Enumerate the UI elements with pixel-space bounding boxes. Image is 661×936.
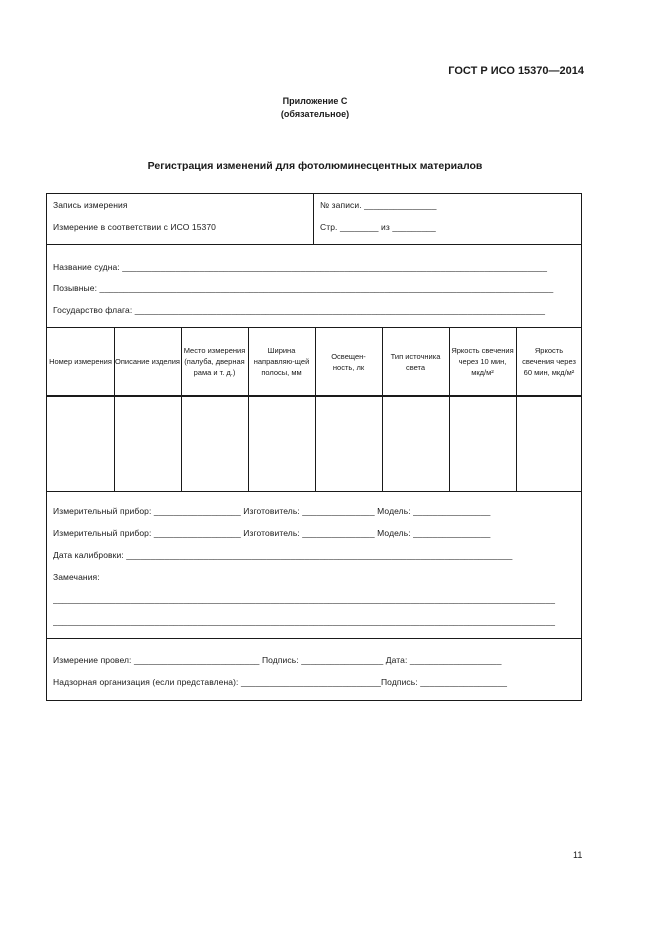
column-header: Описание изделия: [115, 357, 180, 366]
form-title: Регистрация изменений для фотолюминесцентных материалов: [147, 160, 483, 172]
column-divider: [181, 327, 182, 491]
column-header: Яркость свечения через 60 мин, мкд/м²: [522, 346, 576, 377]
standard-number: ГОСТ Р ИСО 15370—2014: [448, 65, 584, 77]
column-header: Освещен-ность, лк: [331, 351, 366, 372]
record-label: Запись измерения: [53, 200, 128, 210]
flag-state-field[interactable]: Государство флага: _____________________________________________________________________________________: [53, 305, 546, 315]
section-divider: [47, 638, 581, 639]
column-divider: [315, 327, 316, 491]
annex-status: (обязательное): [280, 109, 350, 119]
record-basis: Измерение в соответствии с ИСО 15370: [53, 222, 217, 232]
remarks-line[interactable]: ________________________________________________________________________________________________________: [53, 594, 556, 604]
column-header: Номер измерения: [49, 357, 112, 366]
record-divider: [313, 194, 314, 244]
calibration-date-field[interactable]: Дата калибровки: ________________________________________________________________________________: [53, 550, 513, 560]
annex-title: Приложение С: [282, 96, 348, 106]
registration-form: [46, 193, 582, 701]
instrument-row-2[interactable]: Измерительный прибор: __________________ Изготовитель: _______________ Модель: ________________: [53, 528, 491, 538]
callsign-field[interactable]: Позывные: ______________________________________________________________________________________________: [53, 283, 554, 293]
column-divider: [382, 327, 383, 491]
annex-heading: [0, 95, 630, 121]
column-header: Место измерения (палуба, дверная рама и т. д.): [183, 346, 246, 377]
column-divider: [449, 327, 450, 491]
remarks-label: Замечания:: [53, 572, 100, 582]
measured-by-row[interactable]: Измерение провел: __________________________ Подпись: _________________ Дата: ___________________: [53, 655, 502, 665]
record-page-field[interactable]: Стр. ________ из _________: [320, 222, 436, 232]
section-divider: [47, 244, 581, 245]
table-header-divider: [47, 395, 581, 397]
supervisor-row[interactable]: Надзорная организация (если представлена): _____________________________Подпись: __________________: [53, 677, 508, 687]
record-number-field[interactable]: № записи. _______________: [320, 200, 437, 210]
column-header: Ширина направляю-щей полосы, мм: [253, 346, 310, 377]
remarks-line[interactable]: ________________________________________________________________________________________________________: [53, 616, 556, 626]
column-divider: [248, 327, 249, 491]
instrument-row-1[interactable]: Измерительный прибор: __________________ Изготовитель: _______________ Модель: ________________: [53, 506, 491, 516]
vessel-name-field[interactable]: Название судна: ________________________________________________________________________________________: [53, 262, 548, 272]
column-header: Тип источника света: [390, 351, 441, 372]
column-divider: [516, 327, 517, 491]
page-number: 11: [573, 850, 583, 860]
column-header: Яркость свечения через 10 мин, мкд/м²: [451, 346, 514, 377]
section-divider: [47, 491, 581, 492]
column-divider: [114, 327, 115, 491]
